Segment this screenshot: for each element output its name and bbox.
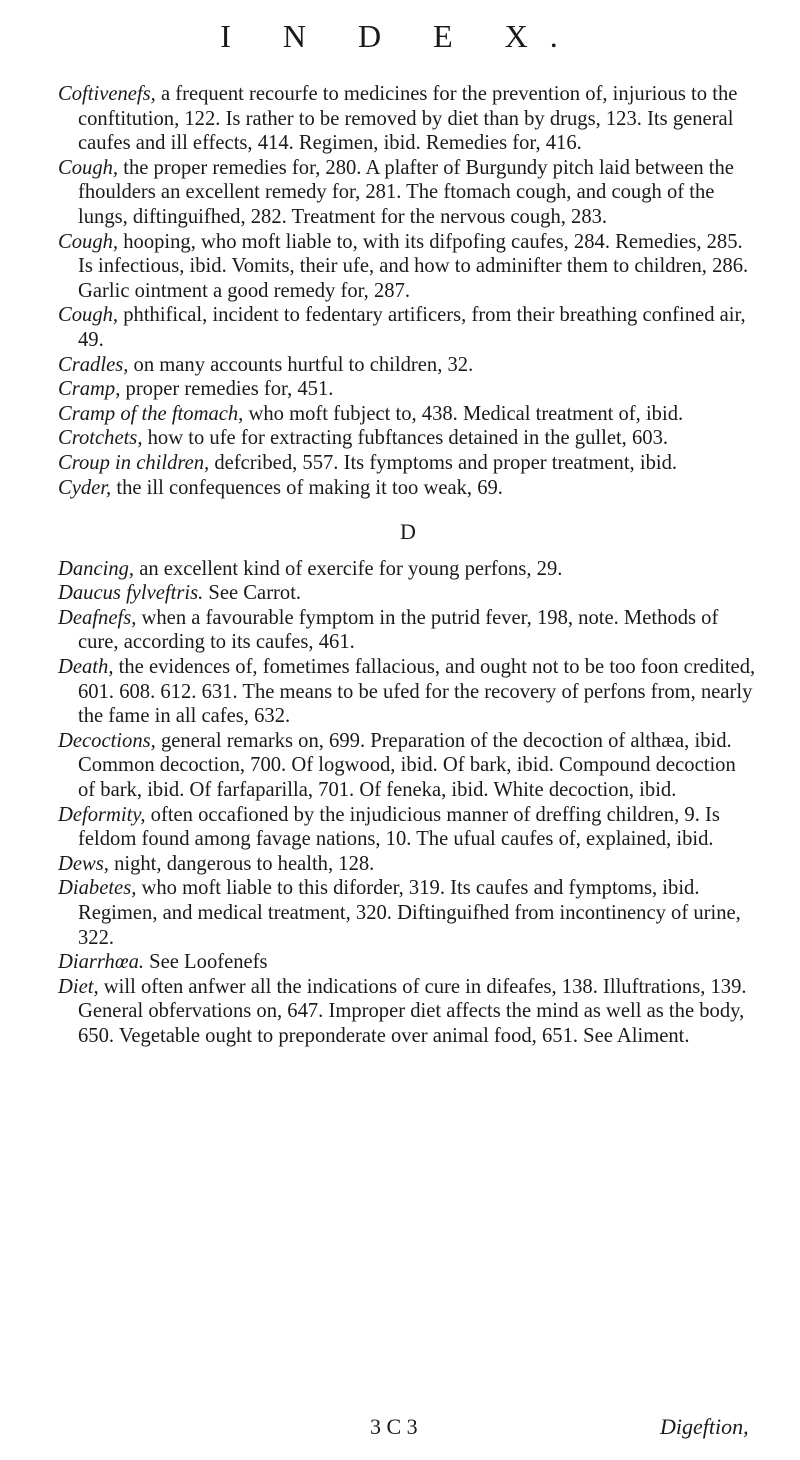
entry-term: Cramp, bbox=[58, 378, 121, 401]
entry-text: who moft fubject to, 438. Medical treatment of, ibid. bbox=[243, 402, 684, 425]
entry-text: the evidences of, fometimes fallacious, and ought not to be too foon credited, 601. 608. 612. 631. The means to be ufed for the recovery of perfons from, nearly the fame in all cafes, 632. bbox=[78, 656, 756, 728]
entry-text: a frequent recourfe to medicines for the prevention of, injurious to the conftitution, 122. Is rather to be removed by diet than by drugs, 123. Its general caufes and ill effects, 414. Regimen, ibid. Remedies for, 416. bbox=[78, 83, 738, 155]
entry-term: Cough, bbox=[58, 156, 119, 179]
entry-text: the proper remedies for, 280. A plafter of Burgundy pitch laid between the fhoulders an excellent remedy for, 281. The ftomach cough, and cough of the lungs, diftinguifhed, 282. Treatment for the nervous cough, 283. bbox=[78, 156, 734, 228]
entry-term: Decoctions, bbox=[58, 729, 156, 752]
entry-text: often occafioned by the injudicious manner of dreffing children, 9. Is feldom found among favage nations, 10. The ufual caufes of, explained, ibid. bbox=[78, 803, 720, 851]
index-entries bbox=[58, 82, 758, 1049]
index-entry bbox=[58, 876, 758, 950]
index-entry bbox=[58, 581, 758, 606]
entry-text: how to ufe for extracting fubftances detained in the gullet, 603. bbox=[142, 427, 669, 450]
index-entry bbox=[58, 803, 758, 852]
index-entry bbox=[58, 353, 758, 378]
entry-term: Deafnefs, bbox=[58, 606, 137, 629]
entry-text: defcribed, 557. Its fymptoms and proper treatment, ibid. bbox=[209, 451, 678, 474]
section-c bbox=[58, 82, 758, 500]
index-entry bbox=[58, 852, 758, 877]
entry-term: Death, bbox=[58, 656, 114, 679]
index-entry bbox=[58, 156, 758, 230]
index-entry bbox=[58, 606, 758, 655]
entry-term: Daucus fylveftris. bbox=[58, 582, 204, 605]
entry-term: Cough, bbox=[58, 230, 119, 253]
entry-term: Coftivenefs, bbox=[58, 83, 156, 105]
catchword: Digeftion, bbox=[660, 1414, 749, 1439]
signature-mark: 3 C 3 bbox=[370, 1414, 418, 1439]
index-entry bbox=[58, 451, 758, 476]
section-d bbox=[58, 557, 758, 1049]
entry-text: See Carrot. bbox=[203, 582, 302, 605]
page-header: I N D E X. bbox=[220, 18, 580, 54]
entry-text: general remarks on, 699. Preparation of the decoction of althæa, ibid. Common decoction, 700. Of logwood, ibid. Of bark, ibid. Compound decoction of bark, ibid. Of farfaparilla, 701. Of feneka, ibid. White decoction, ibid. bbox=[78, 729, 736, 802]
entry-text: who moft liable to this diforder, 319. Its caufes and fymptoms, ibid. Regimen, and medical treatment, 320. Diftinguifhed from incontinency of urine, 322. bbox=[78, 877, 741, 949]
index-entry bbox=[58, 377, 758, 402]
entry-term: Diarrhœa. bbox=[58, 951, 145, 974]
index-entry bbox=[58, 230, 758, 304]
entry-text: See Loofenefs bbox=[144, 951, 268, 974]
entry-text: phthifical, incident to fedentary artificers, from their breathing confined air, 49. bbox=[78, 304, 746, 351]
index-entry bbox=[58, 426, 758, 451]
entry-text: will often anfwer all the indications of cure in difeafes, 138. Illuftrations, 139. General obfervations on, 647. Improper diet affects the mind as well as the body, 650. Vegetable ought to preponderate over animal food, 651. See Aliment. bbox=[78, 975, 747, 1047]
index-entry bbox=[58, 975, 758, 1049]
entry-term: Deformity, bbox=[58, 803, 146, 826]
index-entry bbox=[58, 402, 758, 427]
index-entry bbox=[58, 557, 758, 582]
index-entry bbox=[58, 476, 758, 501]
index-entry bbox=[58, 950, 758, 975]
index-entry bbox=[58, 729, 758, 803]
section-letter-d: D bbox=[400, 519, 416, 545]
entry-term: Cough, bbox=[58, 304, 119, 327]
entry-text: on many accounts hurtful to children, 32. bbox=[128, 353, 474, 376]
entry-term: Dews, bbox=[58, 852, 109, 875]
entry-term: Dancing, bbox=[58, 557, 135, 580]
entry-term: Croup in children, bbox=[58, 451, 210, 474]
entry-term: Cradles, bbox=[58, 353, 129, 376]
entry-text: night, dangerous to health, 128. bbox=[108, 852, 375, 875]
entry-term: Diet, bbox=[58, 975, 99, 998]
entry-text: hooping, who moft liable to, with its difpofing caufes, 284. Remedies, 285. Is infectious, ibid. Vomits, their ufe, and how to adminifter them to children, 286. Garlic ointment a good remedy for, 287. bbox=[78, 230, 749, 302]
index-entry bbox=[58, 655, 758, 729]
index-entry bbox=[58, 82, 758, 156]
entry-term: Cramp of the ftomach, bbox=[58, 402, 244, 425]
index-entry bbox=[58, 303, 758, 352]
entry-text: an excellent kind of exercife for young perfons, 29. bbox=[134, 557, 563, 580]
entry-term: Cyder, bbox=[58, 476, 112, 499]
entry-term: Diabetes, bbox=[58, 877, 137, 900]
entry-text: the ill confequences of making it too weak, 69. bbox=[111, 476, 503, 499]
entry-term: Crotchets, bbox=[58, 427, 143, 450]
entry-text: proper remedies for, 451. bbox=[120, 378, 334, 401]
entry-text: when a favourable fymptom in the putrid fever, 198, note. Methods of cure, according to its caufes, 461. bbox=[78, 606, 719, 654]
